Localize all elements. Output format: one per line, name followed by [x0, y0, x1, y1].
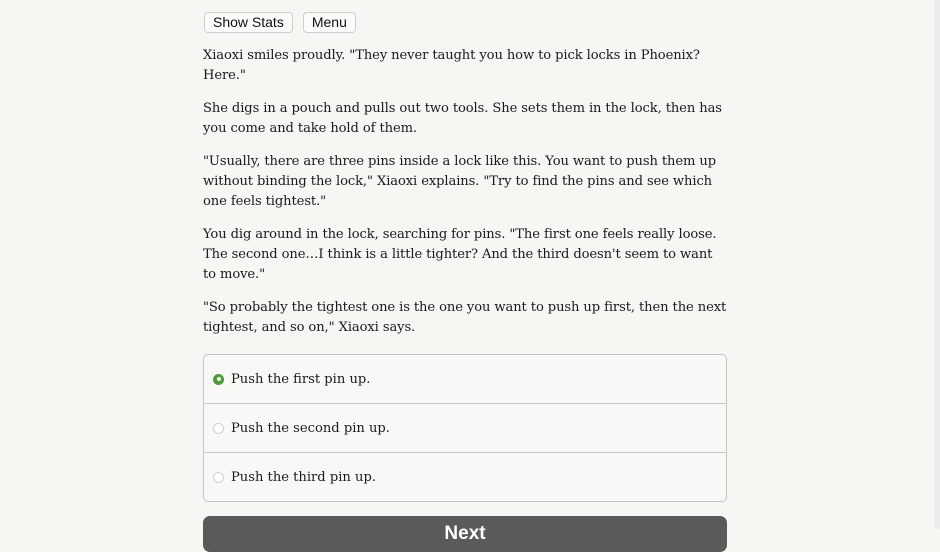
scrollbar[interactable]: [934, 0, 940, 529]
top-toolbar: [203, 12, 727, 33]
story-text: [203, 46, 727, 338]
choice-option-1[interactable]: [204, 355, 726, 403]
menu-button[interactable]: Menu: [303, 12, 356, 33]
story-paragraph: "Usually, there are three pins inside a lock like this. You want to push them up without binding the lock," Xiaoxi explains. "Try to find the pins and see which one feels tightest.": [203, 154, 717, 209]
main-content: [203, 12, 727, 552]
choice-label: Push the third pin up.: [231, 469, 376, 485]
choice-option-3[interactable]: [204, 452, 726, 501]
choice-option-2[interactable]: [204, 403, 726, 452]
choice-label: Push the first pin up.: [231, 371, 371, 387]
next-button[interactable]: Next: [203, 516, 727, 552]
radio-button[interactable]: [213, 472, 224, 483]
story-paragraph: She digs in a pouch and pulls out two tools. She sets them in the lock, then has you come and take hold of them.: [203, 101, 722, 136]
story-paragraph: Xiaoxi smiles proudly. "They never taught you how to pick locks in Phoenix? Here.": [203, 48, 700, 83]
story-paragraph: You dig around in the lock, searching for pins. "The first one feels really loose. The second one…I think is a little tighter? And the third doesn't seem to want to move.": [203, 227, 717, 282]
story-paragraph: "So probably the tightest one is the one you want to push up first, then the next tightest, and so on," Xiaoxi says.: [203, 300, 727, 335]
radio-button[interactable]: [213, 423, 224, 434]
choice-label: Push the second pin up.: [231, 420, 390, 436]
show-stats-button[interactable]: Show Stats: [204, 12, 293, 33]
radio-button[interactable]: [213, 374, 224, 385]
choice-list: [203, 354, 727, 502]
